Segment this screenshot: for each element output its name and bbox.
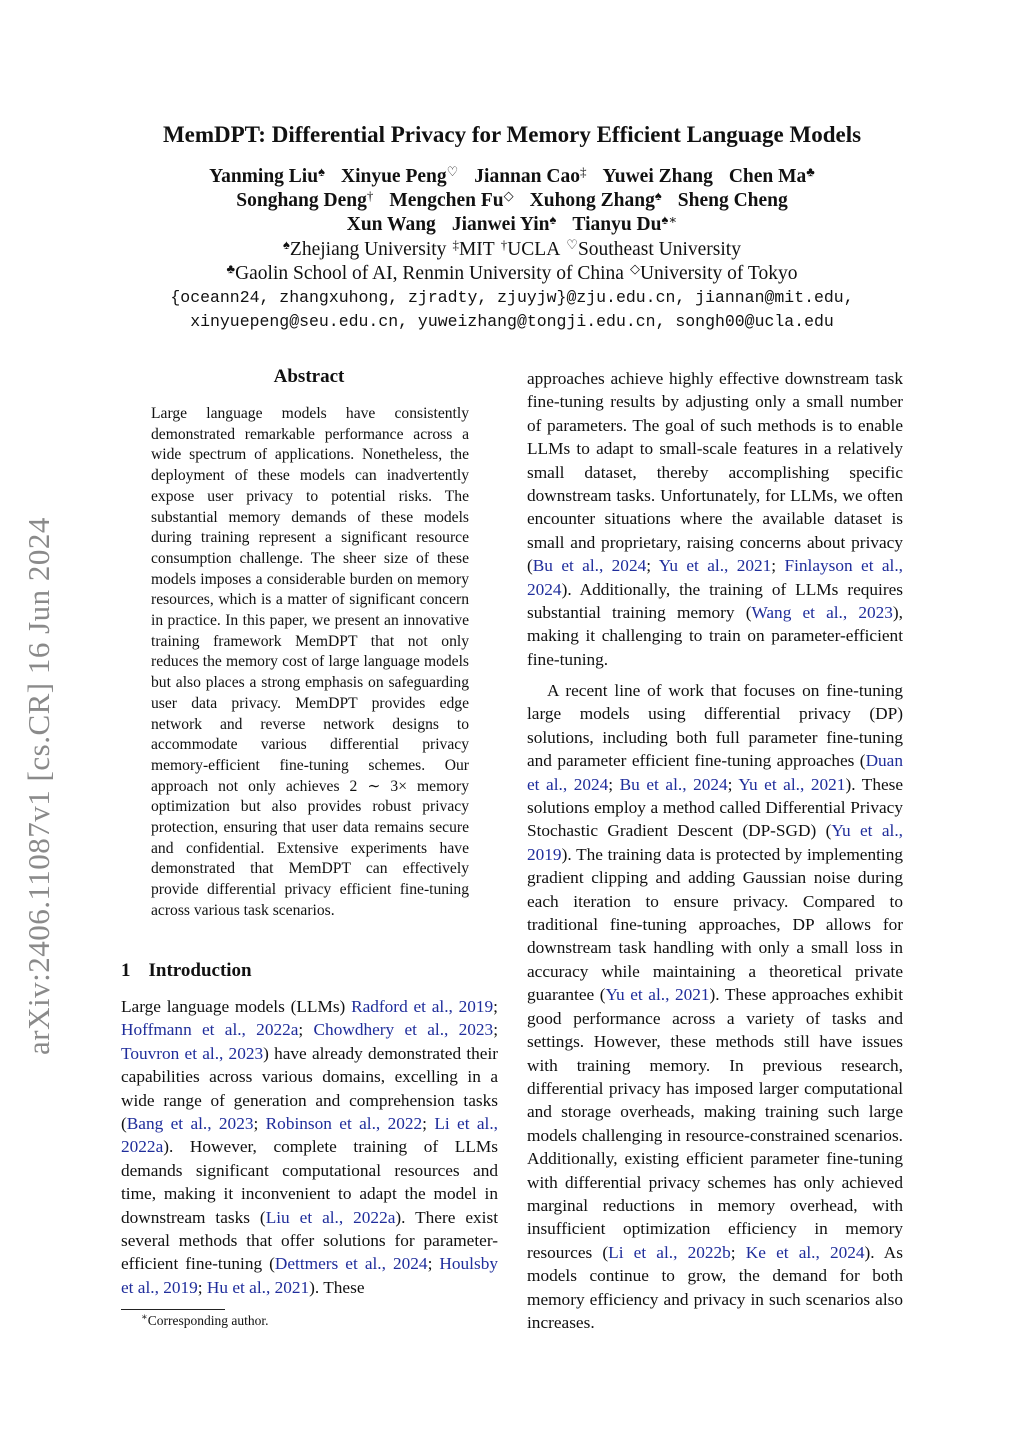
author-line-3: [0, 212, 1024, 236]
citation-link[interactable]: Bu et al., 2024: [532, 556, 647, 576]
citation-link[interactable]: Radford et al., 2019: [351, 997, 494, 1016]
affiliation: ◇University of Tokyo: [629, 261, 798, 284]
affiliation-mark: ♣: [806, 164, 815, 179]
citation-link[interactable]: Hu et al., 2021: [206, 1277, 310, 1297]
affiliation-mark: ◇: [503, 188, 514, 203]
footnote: [141, 1312, 269, 1329]
citation-link[interactable]: Chowdhery et al., 2023: [313, 1020, 494, 1040]
section-number: 1: [121, 960, 131, 981]
section-heading-introduction: [121, 960, 252, 982]
citation-link[interactable]: Li et al., 2022b: [608, 1242, 731, 1262]
citation-link[interactable]: Bu et al., 2024: [619, 774, 728, 794]
affiliation-mark: ‡: [452, 237, 459, 252]
citation-link[interactable]: Ke et al., 2024: [745, 1242, 865, 1262]
author-name: Mengchen Fu◇: [389, 188, 514, 211]
abstract-text: Large language models have consistently demonstrated remarkable performance across a wide spectrum of applications. Nonetheless, the deployment of these models can inadvertently expose user privacy to potential risks. The substantial memory demands of these models during training represent a significant resource consumption challenge. The sheer size of these models imposes a considerable burden on memory resources, which is a matter of significant concern in practice. In this paper, we present an innovative training framework MemDPT that not only reduces the memory cost of large language models but also places a strong emphasis on safeguarding user data privacy. MemDPT provides edge network and reverse network designs to accommodate various differential privacy memory-efficient fine-tuning schemes. Our approach not only achieves 2 ∼ 3× memory optimization but also provides robust privacy protection, ensuring that user data remains secure and confidential. Extensive experiments have demonstrated that MemDPT can effectively provide differential privacy efficient fine-tuning across various task scenarios.: [151, 405, 469, 919]
citation-link[interactable]: Yu et al., 2021: [658, 556, 772, 576]
citation-link[interactable]: Dettmers et al., 2024: [274, 1254, 428, 1274]
author-name: Xuhong Zhang♠: [529, 188, 662, 211]
affiliation-mark: ◇: [629, 261, 640, 276]
arxiv-identifier: arXiv:2406.11087v1 [cs.CR] 16 Jun 2024: [21, 517, 56, 1055]
affiliation-mark: ♣: [226, 261, 236, 276]
author-name: Tianyu Du♠∗: [572, 212, 678, 235]
intro-paragraph-right-2: A recent line of work that focuses on fine-tuning large models using differential privacy (DP) solutions, including both full parameter fine-tuning and parameter efficient fine-tuning approaches (Duan et al., 2024; Bu et al., 2024; Yu et al., 2021). These solutions employ a method called Differential Privacy Stochastic Gradient Descent (DP-SGD) (Yu et al., 2019). The training data is protected by implementing gradient clipping and adding Gaussian noise during each iteration to ensure privacy. Compared to traditional fine-tuning approaches, DP allows for downstream task handling with only a small loss in accuracy while maintaining a theoretical private guarantee (Yu et al., 2021). These approaches exhibit good performance across a variety of tasks and settings. However, these methods still have issues with training memory. In previous research, differential privacy has imposed larger computational and storage overheads, making training such large models challenging in resource-constrained scenarios. Additionally, existing efficient parameter fine-tuning with differential privacy schemes has only achieved marginal reductions in memory overhead, with insufficient optimization efficiency in memory resources (Li et al., 2022b; Ke et al., 2024). As models continue to grow, the demand for both memory efficiency and privacy in such scenarios also increases.: [527, 681, 904, 1332]
affiliation-mark: ♠: [549, 212, 557, 227]
paper-title: MemDPT: Differential Privacy for Memory Efficient Language Models: [162, 122, 862, 147]
section-title: Introduction: [148, 960, 252, 981]
citation-link[interactable]: Li et al., 2022a: [121, 1114, 498, 1157]
citation-link[interactable]: Hoffmann et al., 2022a: [121, 1020, 299, 1040]
author-name: Yuwei Zhang: [602, 166, 713, 187]
citation-link[interactable]: Liu et al., 2022a: [265, 1207, 396, 1227]
intro-paragraph-right-1: approaches achieve highly effective downstream task fine-tuning results by adjusting only a small number of parameters. The goal of such methods is to enable LLMs to adapt to small-scale features in a relatively small dataset, thereby accomplishing specific downstream tasks. Unfortunately, for LLMs, we often encounter situations where the available dataset is small and proprietary, raising concerns about privacy (Bu et al., 2024; Yu et al., 2021; Finlayson et al., 2024). Additionally, the training of LLMs requires substantial training memory (Wang et al., 2023), making it challenging to train on parameter-efficient fine-tuning.: [527, 369, 903, 669]
footnote-mark: ∗: [141, 1312, 148, 1323]
author-name: Xun Wang: [346, 214, 436, 235]
affiliation: ‡MIT: [452, 237, 495, 260]
intro-paragraph-left: Large language models (LLMs) Radford et al., 2019; Hoffmann et al., 2022a; Chowdhery et al., 2023; Touvron et al., 2023) have already demonstrated their capabilities across various domains, excelling in a wide range of generation and comprehension tasks (Bang et al., 2023; Robinson et al., 2022; Li et al., 2022a). However, complete training of LLMs demands significant computational resources and time, making it inconvenient to adapt the model in downstream tasks (Liu et al., 2022a). There exist several methods that offer solutions for parameter-efficient fine-tuning (Dettmers et al., 2024; Houlsby et al., 2019; Hu et al., 2021). These: [121, 997, 499, 1297]
author-line-1: [0, 164, 1024, 188]
affiliation-line-2: [0, 261, 1024, 285]
author-name: Jianwei Yin♠: [451, 212, 557, 235]
affiliation: ♠Zhejiang University: [283, 237, 447, 260]
author-name: Xinyue Peng♡: [340, 164, 459, 187]
affiliation: ♡Southeast University: [566, 237, 741, 260]
affiliation-mark: †: [366, 188, 374, 203]
affiliation-mark: ♠: [318, 164, 325, 179]
citation-link[interactable]: Robinson et al., 2022: [265, 1114, 423, 1134]
affiliation: †UCLA: [500, 237, 561, 260]
email-line-1: {oceann24, zhangxuhong, zjradty, zjuyjw}@zju.edu.cn, jiannan@mit.edu,: [170, 288, 854, 307]
affiliation-mark: ♡: [566, 237, 578, 252]
affiliation-mark: ♠: [654, 188, 662, 203]
footnote-text: Corresponding author.: [147, 1313, 269, 1328]
citation-link[interactable]: Yu et al., 2019: [527, 821, 903, 864]
citation-link[interactable]: Touvron et al., 2023: [121, 1043, 264, 1063]
author-name: Yanming Liu♠: [209, 164, 325, 187]
citation-link[interactable]: Houlsby et al., 2019: [121, 1254, 498, 1297]
affiliation-mark: ♠: [283, 237, 290, 252]
citation-link[interactable]: Wang et al., 2023: [751, 603, 893, 623]
affiliation-mark: ♡: [446, 164, 459, 179]
author-name: Songhang Deng†: [236, 188, 374, 211]
affiliation-line-1: [0, 237, 1024, 261]
citation-link[interactable]: Bang et al., 2023: [126, 1114, 254, 1134]
author-line-2: [0, 188, 1024, 212]
affiliation: ♣Gaolin School of AI, Renmin University of China: [226, 261, 624, 284]
abstract-heading: Abstract: [273, 366, 345, 387]
author-name: Sheng Cheng: [677, 190, 788, 211]
author-name: Chen Ma♣: [728, 164, 815, 187]
affiliation-mark: †: [500, 237, 508, 252]
author-name: Jiannan Cao‡: [474, 164, 587, 187]
citation-link[interactable]: Duan et al., 2024: [527, 751, 903, 794]
footnote-divider: [121, 1309, 225, 1310]
citation-link[interactable]: Yu et al., 2021: [605, 985, 710, 1005]
affiliation-mark: ‡: [579, 164, 587, 179]
citation-link[interactable]: Yu et al., 2021: [738, 774, 846, 794]
citation-link[interactable]: Finlayson et al., 2024: [527, 556, 903, 599]
email-line-2: xinyuepeng@seu.edu.cn, yuweizhang@tongji.edu.cn, songh00@ucla.edu: [190, 312, 834, 331]
affiliation-mark: ♠∗: [661, 212, 678, 227]
